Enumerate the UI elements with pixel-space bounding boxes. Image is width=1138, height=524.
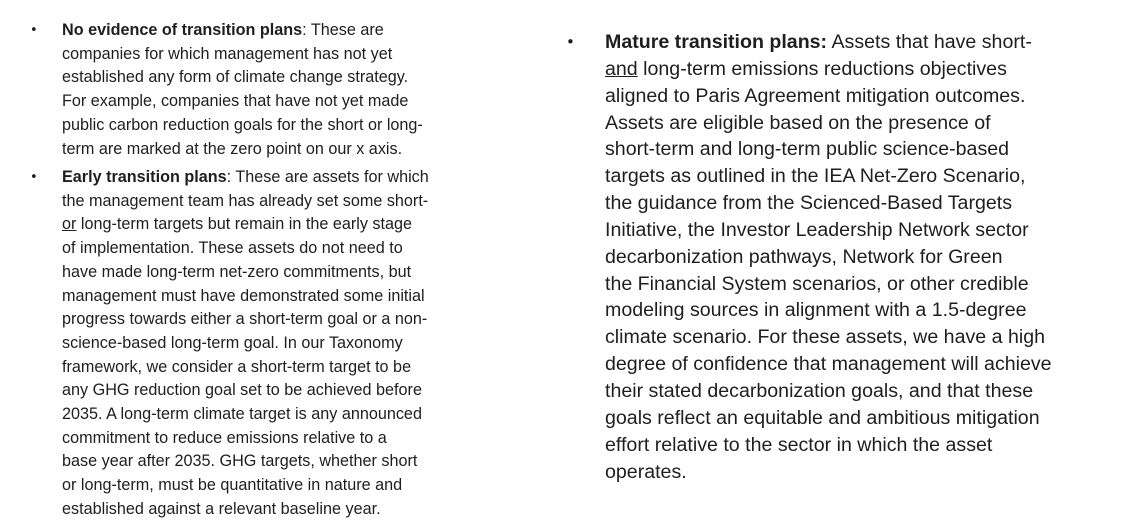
underlined-or: or <box>62 215 77 234</box>
list-item-text: Mature transition plans: Assets that have short- and long-term emissions reductions objectives aligned to Paris Agreement mitigation outcomes. Assets are eligible based on the presence of short-term and long-term public science-based targets as outlined in the IEA Net-Zero Scenario, the guidance from the Scienced-Based Targets Initiative, the Investor Leadership Network sector decarbonization pathways, Network for Green the Financial System scenarios, or other credible modeling sources in alignment with a 1.5-degree climate scenario. For these assets, we have a high degree of confidence that management will achieve their stated decarbonization goals, and that these goals reflect an equitable and ambitious mitigation effort relative to the sector in which the asset operates. <box>605 31 1052 483</box>
right-column <box>560 0 1138 524</box>
bullet-icon: • <box>566 33 575 51</box>
left-column <box>0 0 560 524</box>
bullet-icon: • <box>30 170 38 185</box>
underlined-and: and <box>605 57 638 80</box>
term-early-transition: Early transition plans <box>62 168 227 186</box>
list-item-text: Early transition plans: These are assets for which the management team has already set some short- or long-term targets but remain in the early stage of implementation. These assets do not need to have made long-term net-zero commitments, but management must have demonstrated some initial progress towards either a short-term goal or a non- science-based long-term goal. In our Taxonomy framework, we consider a short-term target to be any GHG reduction goal set to be achieved before 2035. A long-term climate target is any announced commitment to reduce emissions relative to a base year after 2035. GHG targets, whether short or long-term, must be quantitative in nature and established against a relevant baseline year. <box>62 168 429 518</box>
term-mature-transition: Mature transition plans: <box>605 31 828 53</box>
list-item-text: No evidence of transition plans: These are companies for which management has not yet established any form of climate change strategy. For example, companies that have not yet made public carbon reduction goals for the short or long- term are marked at the zero point on our x axis. <box>62 21 423 158</box>
term-no-evidence: No evidence of transition plans <box>62 21 303 39</box>
bullet-icon: • <box>30 23 38 38</box>
